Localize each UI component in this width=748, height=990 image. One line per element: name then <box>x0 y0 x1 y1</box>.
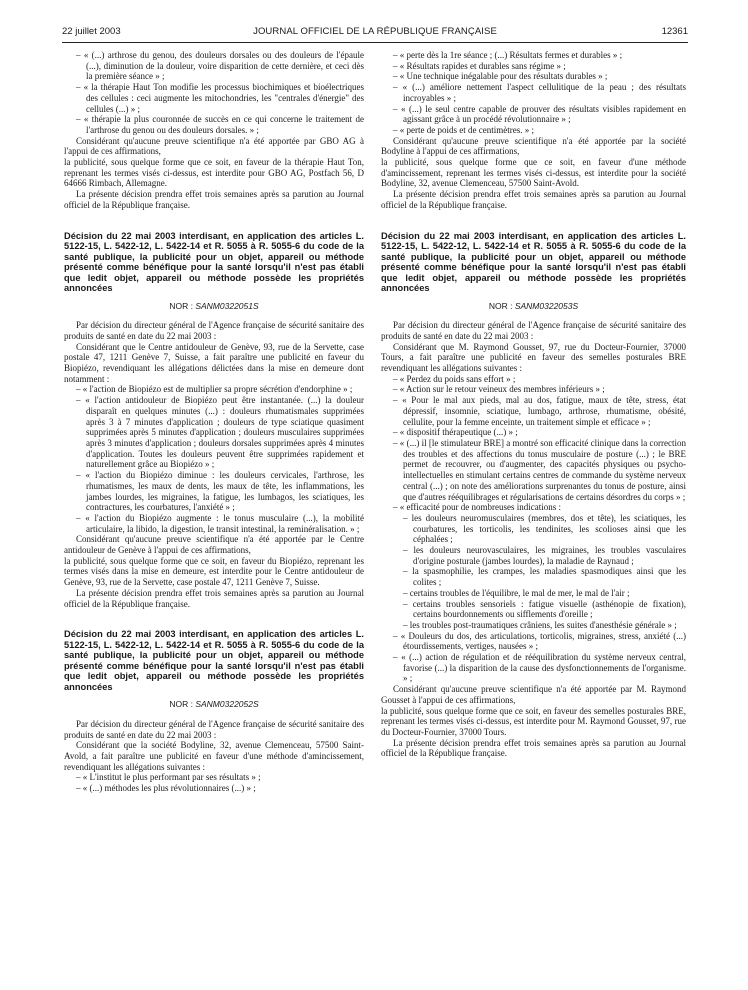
considerant-paragraph: Considérant que la société Bodyline, 32, avenue Clemenceau, 57500 Saint-Avold, a fait paraître une publicité en faveur d'une méthode d'amincissement, revendiquant les allégations suivantes : <box>64 740 364 772</box>
list-item: – « l'action de Biopiézo est de multiplier sa propre sécrétion d'endorphine » ; <box>76 384 353 395</box>
list-item: – « l'action du Biopiézo augmente : le tonus musculaire (...), la mobilité articulaire, la libido, la digestion, le transit intestinal, la reminéralisation. » ; <box>76 512 365 534</box>
decision-title: Décision du 22 mai 2003 interdisant, en application des articles L. 5122-15, L. 5422-12, L. 5422-14 et R. 5055 à R. 5055-6 du code de la santé publique, la publicité pour un objet, appareil ou méthode présenté comme bénéfique pour la santé lorsqu'il n'est pas établi que ledit objet, appareil ou méthode possède les propriétés annoncées <box>64 629 364 692</box>
header-page-number: 12361 <box>661 26 688 37</box>
nor-reference: NOR : SANM0322051S <box>169 300 259 311</box>
list-item: – « Résultats rapides et durables sans régime » ; <box>393 60 566 71</box>
list-item: – « dispositif thérapeutique (...) » ; <box>393 427 518 438</box>
considerant-paragraph: Considérant qu'aucune preuve scientifique n'a été apportée par le Centre antidouleur de Genève à l'appui de ces affirmations, <box>64 534 364 556</box>
considerant-paragraph: Considérant qu'aucune preuve scientifique n'a été apportée par GBO AG à l'appui de ces affirmations, <box>64 135 364 157</box>
list-item: – « perte de poids et de centimètres. » ; <box>393 124 534 135</box>
list-item: – « (...) le seul centre capable de prouver des résultats visibles rapidement en agissant grâce à un procédé révolutionnaire » ; <box>393 103 686 125</box>
considerant-paragraph: Considérant que M. Raymond Gousset, 97, rue du Docteur-Fournier, 37000 Tours, a fait paraître une publicité en faveur des semelles posturales BRE revendiquant les allégations suivantes : <box>381 341 686 374</box>
decision-intro: Par décision du directeur général de l'Agence française de sécurité sanitaire des produits de santé en date du 22 mai 2003 : <box>64 320 364 341</box>
sub-list-item: – certains troubles de l'équilibre, le mal de mer, le mal de l'air ; <box>403 587 630 598</box>
page-header <box>62 26 688 40</box>
list-item: – « la thérapie Haut Ton modifie les processus biochimiques et bioélectriques des cellules : ceci augmente les mitochondries, les "centrales d'énergie" des cellules (...) » ; <box>76 82 364 114</box>
sub-list-item: – certains troubles sensoriels : fatigue visuelle (asthénopie de fixation), certains bourdonnements ou sifflements d'oreille ; <box>403 598 686 620</box>
effect-paragraph: La présente décision prendra effet trois semaines après sa parution au Journal officiel de la République française. <box>64 587 364 609</box>
list-item: – « (...) méthodes les plus révolutionnaires (...) » ; <box>76 783 256 794</box>
effect-paragraph: La présente décision prendra effet trois semaines après sa parution au Journal officiel de la République française. <box>381 737 686 759</box>
right-column <box>381 50 686 759</box>
header-date: 22 juillet 2003 <box>62 26 121 37</box>
sub-list-item: – les troubles post-traumatiques crâniens, les suites d'anesthésie générale » ; <box>403 619 677 630</box>
interdiction-paragraph: la publicité, sous quelque forme que ce soit, en faveur du Biopiézo, reprenant les termes visés dans la mise en demeure, est interdite pour le Centre antidouleur de Genève, 93, rue de la Servette, case postale 47, 1211 Genève 7, Suisse. <box>64 555 364 588</box>
interdiction-paragraph: la publicité, sous quelque forme que ce soit, en faveur d'une méthode d'amincissement, reprenant les termes visés ci-dessus, est interdite pour la société Bodyline, 32, avenue Clemenceau, 57500 Saint-Avold. <box>381 157 686 189</box>
considerant-paragraph: Considérant qu'aucune preuve scientifique n'a été apportée par M. Raymond Gousset à l'appui de ces affirmations, <box>381 684 686 705</box>
list-item: – « Douleurs du dos, des articulations, torticolis, migraines, stress, anxiété (...) étourdissements, vertiges, nausées » ; <box>393 630 686 652</box>
list-item: – « l'action antidouleur de Biopiézo peut être instantanée. (...) la douleur disparaît en quelques minutes (...) : douleurs rhumatismales supprimées après 3 à 7 minutes d'application ; douleurs de type sciatique quasiment supprimées après 5 minutes d'application ; douleurs musculaires supprimées après 3 minutes d'application ; douleurs dorsales supprimées après 4 minutes d'application. Toutes les douleurs peuvent être supprimées rapidement et naturellement grâce au Biopiézo » ; <box>76 395 364 470</box>
sub-list-item: – la spasmophilie, les crampes, les maladies spasmodiques ainsi que les colites ; <box>403 566 687 588</box>
decision-title: Décision du 22 mai 2003 interdisant, en application des articles L. 5122-15, L. 5422-12, L. 5422-14 et R. 5055 à R. 5055-6 du code de la santé publique, la publicité pour un objet, appareil ou méthode présenté comme bénéfique pour la santé lorsqu'il n'est pas établi que ledit objet, appareil ou méthode possède les propriétés annoncées <box>64 230 364 294</box>
effect-paragraph: La présente décision prendra effet trois semaines après sa parution au Journal officiel de la République française. <box>381 189 686 210</box>
effect-paragraph: La présente décision prendra effet trois semaines après sa parution au Journal officiel de la République française. <box>64 189 364 210</box>
list-item: – « thérapie la plus couronnée de succès en ce qui concerne le traitement de l'arthrose du genou ou des douleurs dorsales. » ; <box>76 114 364 135</box>
list-item: – « L'institut le plus performant par ses résultats » ; <box>76 772 261 783</box>
sub-list-item: – les douleurs neuromusculaires (membres, dos et tête), les sciatiques, les courbatures, les torticolis, les tendinites, les scolioses ainsi que les céphalées ; <box>403 512 687 545</box>
interdiction-paragraph: la publicité, sous quelque forme que ce soit, en faveur de la thérapie Haut Ton, reprenant les termes visés ci-dessus, est interdite pour GBO AG, Postfach 56, D 64666 Rimbach, Allemagne. <box>64 157 364 189</box>
decision-intro: Par décision du directeur général de l'Agence française de sécurité sanitaire des produits de santé en date du 22 mai 2003 : <box>64 718 364 740</box>
sub-list-item: – les douleurs neurovasculaires, les migraines, les troubles vasculaires d'origine posturale (jambes lourdes), la maladie de Raynaud ; <box>403 545 686 566</box>
list-item: – « perte dès la 1re séance ; (...) Résultats fermes et durables » ; <box>393 50 623 60</box>
list-item: – « (...) action de régulation et de rééquilibration du système nerveux central, favorise (...) la disparition de la cause des dysfonctionnements de l'organisme. » ; <box>393 652 687 684</box>
considerant-paragraph: Considérant que le Centre antidouleur de Genève, 93, rue de la Servette, case postale 47, 1211 Genève 7, Suisse, a fait paraître une publicité en faveur du Biopiézo, revendiquant les allégations délictées dans la mise en demeure dont notamment : <box>64 341 364 384</box>
list-item: – « (...) il [le stimulateur BRE] a montré son efficacité clinique dans la correction des troubles et des affections du tonus musculaire de posture (...) ; le BRE permet de recouvrer, ou d'augmenter, des capacités physiques ou psycho-intellectuelles en stimulant certains centres de commande du système nerveux central (...) ; on note des améliorations surprenantes du tonus de posture, ainsi que d'autres rééquilibrages et régularisations de certains désordres du corps » ; <box>393 437 686 502</box>
list-item: – « efficacité pour de nombreuses indications : <box>393 502 562 513</box>
list-item: – « Perdez du poids sans effort » ; <box>393 373 516 384</box>
decision-title: Décision du 22 mai 2003 interdisant, en application des articles L. 5122-15, L. 5422-12, L. 5422-14 et R. 5055 à R. 5055-6 du code de la santé publique, la publicité pour un objet, appareil ou méthode présenté comme bénéfique pour la santé lorsqu'il n'est pas établi que ledit objet, appareil ou méthode possède les propriétés annoncées <box>381 230 686 294</box>
header-rule <box>62 42 688 43</box>
list-item: – « Action sur le retour veineux des membres inférieurs » ; <box>393 384 605 395</box>
header-title: JOURNAL OFFICIEL DE LA RÉPUBLIQUE FRANÇAISE <box>253 26 497 37</box>
list-item: – « Pour le mal aux pieds, mal au dos, fatigue, maux de tête, stress, état dépressif, insomnie, sciatique, lumbago, arthrose, rhumatisme, obésité, cellulite, pour la femme enceinte, un traitement simple et efficace » ; <box>393 395 686 427</box>
list-item: – « l'action du Biopiézo diminue : les douleurs cervicales, l'arthrose, les rhumatismes, les maux de dents, les maux de tête, les inflammations, les jambes lourdes, les migraines, la fatigue, les lumbagos, les sciatiques, les contractures, les courbatures, l'anxiété » ; <box>76 470 364 513</box>
nor-reference: NOR : SANM0322052S <box>169 699 259 710</box>
list-item: – « Une technique inégalable pour des résultats durables » ; <box>393 71 608 82</box>
decision-intro: Par décision du directeur général de l'Agence française de sécurité sanitaire des produits de santé en date du 22 mai 2003 : <box>381 320 686 341</box>
considerant-paragraph: Considérant qu'aucune preuve scientifique n'a été apportée par la société Bodyline à l'appui de ces affirmations, <box>381 135 686 157</box>
interdiction-paragraph: la publicité, sous quelque forme que ce soit, en faveur des semelles posturales BRE, reprenant les termes visés ci-dessus, est interdite pour M. Raymond Gousset, 97, rue du Docteur-Fournier, 37000 Tours. <box>381 705 686 737</box>
list-item: – « (...) améliore nettement l'aspect cellulitique de la peau ; des résultats incroyables » ; <box>393 82 686 103</box>
list-item: – « (...) arthrose du genou, des douleurs dorsales ou des douleurs de l'épaule (...), diminution de la douleur, voire disparition de cette dernière, et ceci dès la première séance » ; <box>76 50 364 82</box>
nor-reference: NOR : SANM0322053S <box>488 300 579 311</box>
left-column <box>64 50 364 794</box>
